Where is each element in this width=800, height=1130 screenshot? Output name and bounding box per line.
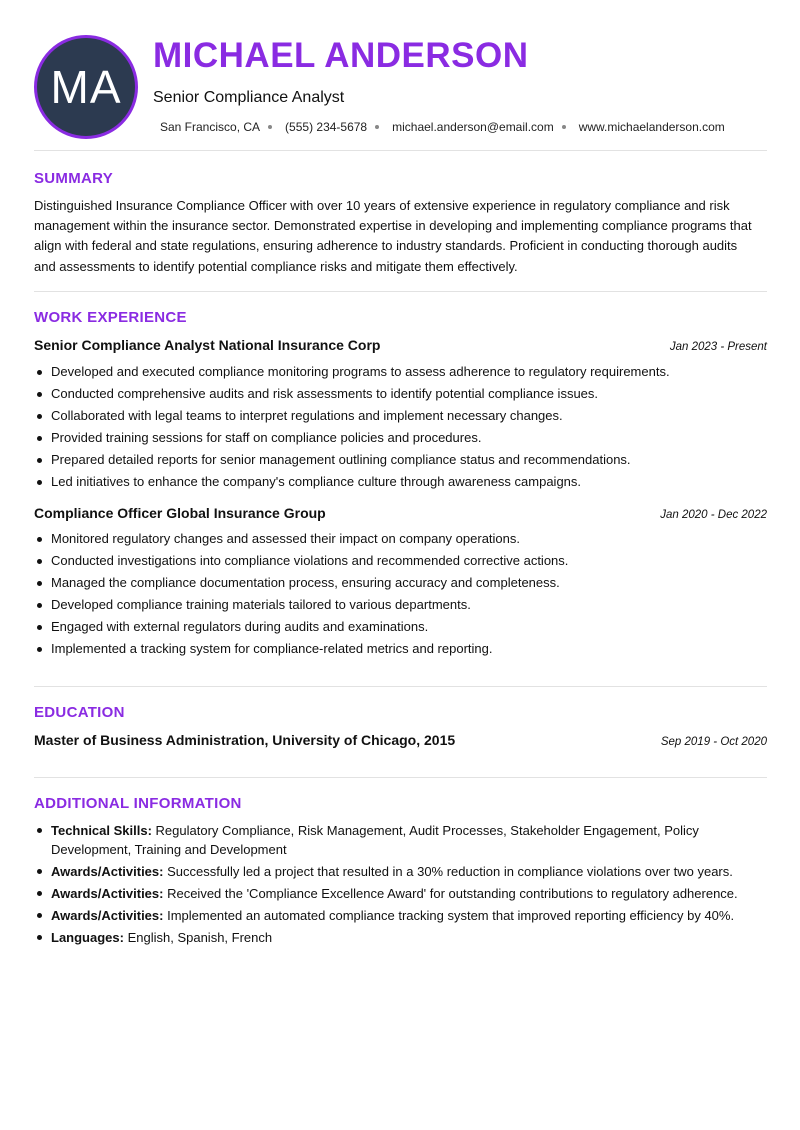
divider (34, 291, 767, 292)
job-dates: Jan 2020 - Dec 2022 (660, 509, 767, 521)
candidate-name: MICHAEL ANDERSON (153, 36, 529, 75)
education-degree: Master of Business Administration, University of Chicago, 2015 (34, 732, 456, 748)
list-item (34, 862, 767, 881)
education-dates: Sep 2019 - Oct 2020 (660, 736, 767, 748)
job-header (34, 505, 767, 521)
divider (34, 777, 767, 778)
job-dates: Jan 2023 - Present (669, 341, 767, 353)
job-role: Compliance Officer Global Insurance Group (34, 505, 326, 521)
item-text: Regulatory Compliance, Risk Management, Audit Processes, Stakeholder Engagement, Policy Development, Training and Development (51, 823, 699, 857)
experience-heading: WORK EXPERIENCE (34, 309, 187, 326)
item-text: Successfully led a project that resulted in a 30% reduction in compliance violations over two years. (163, 864, 733, 879)
separator-dot-icon (562, 125, 566, 129)
contact-location: San Francisco, CA (160, 120, 261, 134)
separator-dot-icon (375, 125, 379, 129)
list-item: Developed compliance training materials tailored to various departments. (34, 594, 767, 616)
divider (34, 150, 767, 151)
summary-text: Distinguished Insurance Compliance Officer with over 10 years of extensive experience in regulatory compliance and risk management within the insurance sector. Demonstrated expertise in developing and implementing compliance programs that align with federal and state regulations, ensuring adherence to industry standards. Proficient in conducting thorough audits and assessments to identify potential compliance risks and mitigate them effectively. (34, 198, 752, 274)
separator-dot-icon (268, 125, 272, 129)
list-item: Monitored regulatory changes and assessed their impact on company operations. (34, 528, 767, 550)
list-item: Provided training sessions for staff on compliance policies and procedures. (34, 427, 767, 449)
item-label: Awards/Activities: (51, 886, 164, 901)
list-item: Conducted comprehensive audits and risk assessments to identify potential compliance issues. (34, 383, 767, 405)
item-label: Technical Skills: (51, 823, 152, 838)
contact-email[interactable]: michael.anderson@email.com (392, 120, 554, 134)
avatar (34, 35, 138, 139)
contact-row (160, 120, 725, 134)
list-item: Developed and executed compliance monitoring programs to assess adherence to regulatory requirements. (34, 361, 767, 383)
item-label: Awards/Activities: (51, 908, 164, 923)
list-item (34, 928, 767, 947)
item-text: English, Spanish, French (123, 930, 273, 945)
job-header (34, 337, 767, 353)
list-item: Managed the compliance documentation process, ensuring accuracy and completeness. (34, 572, 767, 594)
list-item (34, 821, 767, 859)
item-text: Received the 'Compliance Excellence Award' for outstanding contributions to regulatory adherence. (163, 886, 738, 901)
list-item (34, 906, 767, 925)
avatar-initials: MA (50, 61, 122, 113)
contact-phone: (555) 234-5678 (285, 120, 368, 134)
job-bullets (34, 361, 767, 493)
additional-list (34, 821, 767, 950)
job-role: Senior Compliance Analyst National Insurance Corp (34, 337, 381, 353)
candidate-title: Senior Compliance Analyst (153, 89, 345, 106)
additional-heading: ADDITIONAL INFORMATION (34, 795, 242, 812)
resume-page (34, 0, 767, 945)
item-label: Languages: (51, 930, 124, 945)
list-item: Implemented a tracking system for compliance-related metrics and reporting. (34, 638, 767, 660)
list-item (34, 884, 767, 903)
divider (34, 686, 767, 687)
contact-website[interactable]: www.michaelanderson.com (578, 120, 725, 134)
item-label: Awards/Activities: (51, 864, 164, 879)
education-entry (34, 732, 767, 748)
list-item: Prepared detailed reports for senior management outlining compliance status and recommendations. (34, 449, 767, 471)
summary-heading: SUMMARY (34, 170, 114, 187)
list-item: Conducted investigations into compliance violations and recommended corrective actions. (34, 550, 767, 572)
item-text: Implemented an automated compliance tracking system that improved reporting efficiency by 40%. (163, 908, 735, 923)
job-bullets (34, 528, 767, 660)
list-item: Led initiatives to enhance the company's compliance culture through awareness campaigns. (34, 471, 767, 493)
list-item: Engaged with external regulators during audits and examinations. (34, 616, 767, 638)
education-heading: EDUCATION (34, 704, 125, 721)
resume-header (34, 0, 767, 150)
list-item: Collaborated with legal teams to interpret regulations and implement necessary changes. (34, 405, 767, 427)
